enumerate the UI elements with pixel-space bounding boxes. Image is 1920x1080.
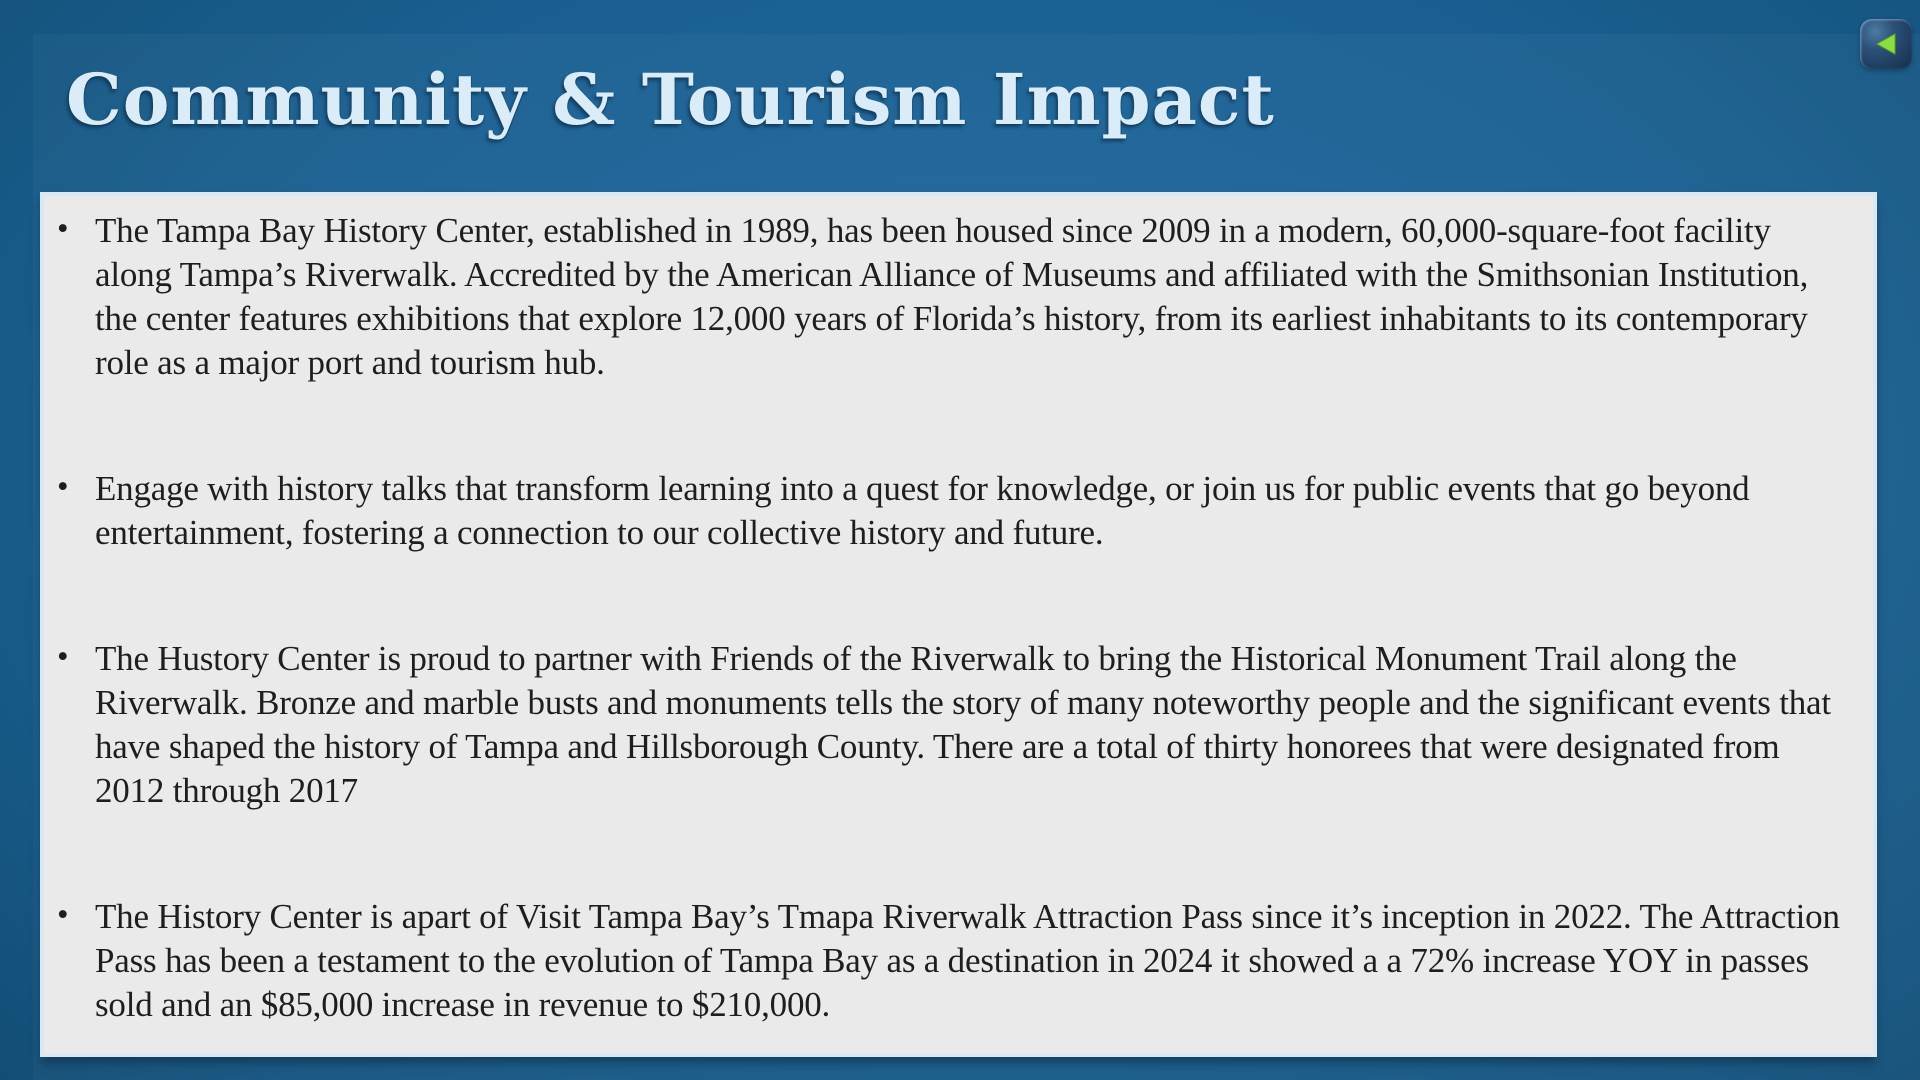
bullet-icon: • (57, 897, 69, 933)
bullet-icon: • (57, 469, 69, 505)
back-triangle-icon (1873, 31, 1899, 57)
bullet-icon: • (57, 639, 69, 675)
list-item (44, 467, 1849, 555)
page-title: Community & Tourism Impact (66, 58, 1275, 141)
bullet-text: Engage with history talks that transform learning into a quest for knowledge, or join us for public events that go beyond entertainment, fostering a connection to our collective history and future. (95, 469, 1750, 552)
bullet-text: The History Center is apart of Visit Tampa Bay’s Tmapa Riverwalk Attraction Pass since it’s inception in 2022. The Attraction Pass has been a testament to the evolution of Tampa Bay as a destination in 2024 it showed a a 72% increase YOY in passes sold and an $85,000 increase in revenue to $210,000. (95, 897, 1840, 1024)
list-item (44, 209, 1849, 385)
list-item (44, 895, 1849, 1027)
back-button[interactable] (1860, 19, 1912, 69)
list-item (44, 637, 1849, 813)
bullet-icon: • (57, 211, 69, 247)
bullet-text: The Tampa Bay History Center, established in 1989, has been housed since 2009 in a modern, 60,000-square-foot facility along Tampa’s Riverwalk. Accredited by the American Alliance of Museums and affiliated with the Smithsonian Institution, the center features exhibitions that explore 12,000 years of Florida’s history, from its earliest inhabitants to its contemporary role as a major port and tourism hub. (95, 211, 1809, 382)
content-panel (40, 192, 1877, 1057)
bullet-list (44, 196, 1873, 1027)
bullet-text: The Hustory Center is proud to partner with Friends of the Riverwalk to bring the Historical Monument Trail along the Riverwalk. Bronze and marble busts and monuments tells the story of many noteworthy people and the significant events that have shaped the history of Tampa and Hillsborough County. There are a total of thirty honorees that were designated from 2012 through 2017 (95, 639, 1831, 810)
